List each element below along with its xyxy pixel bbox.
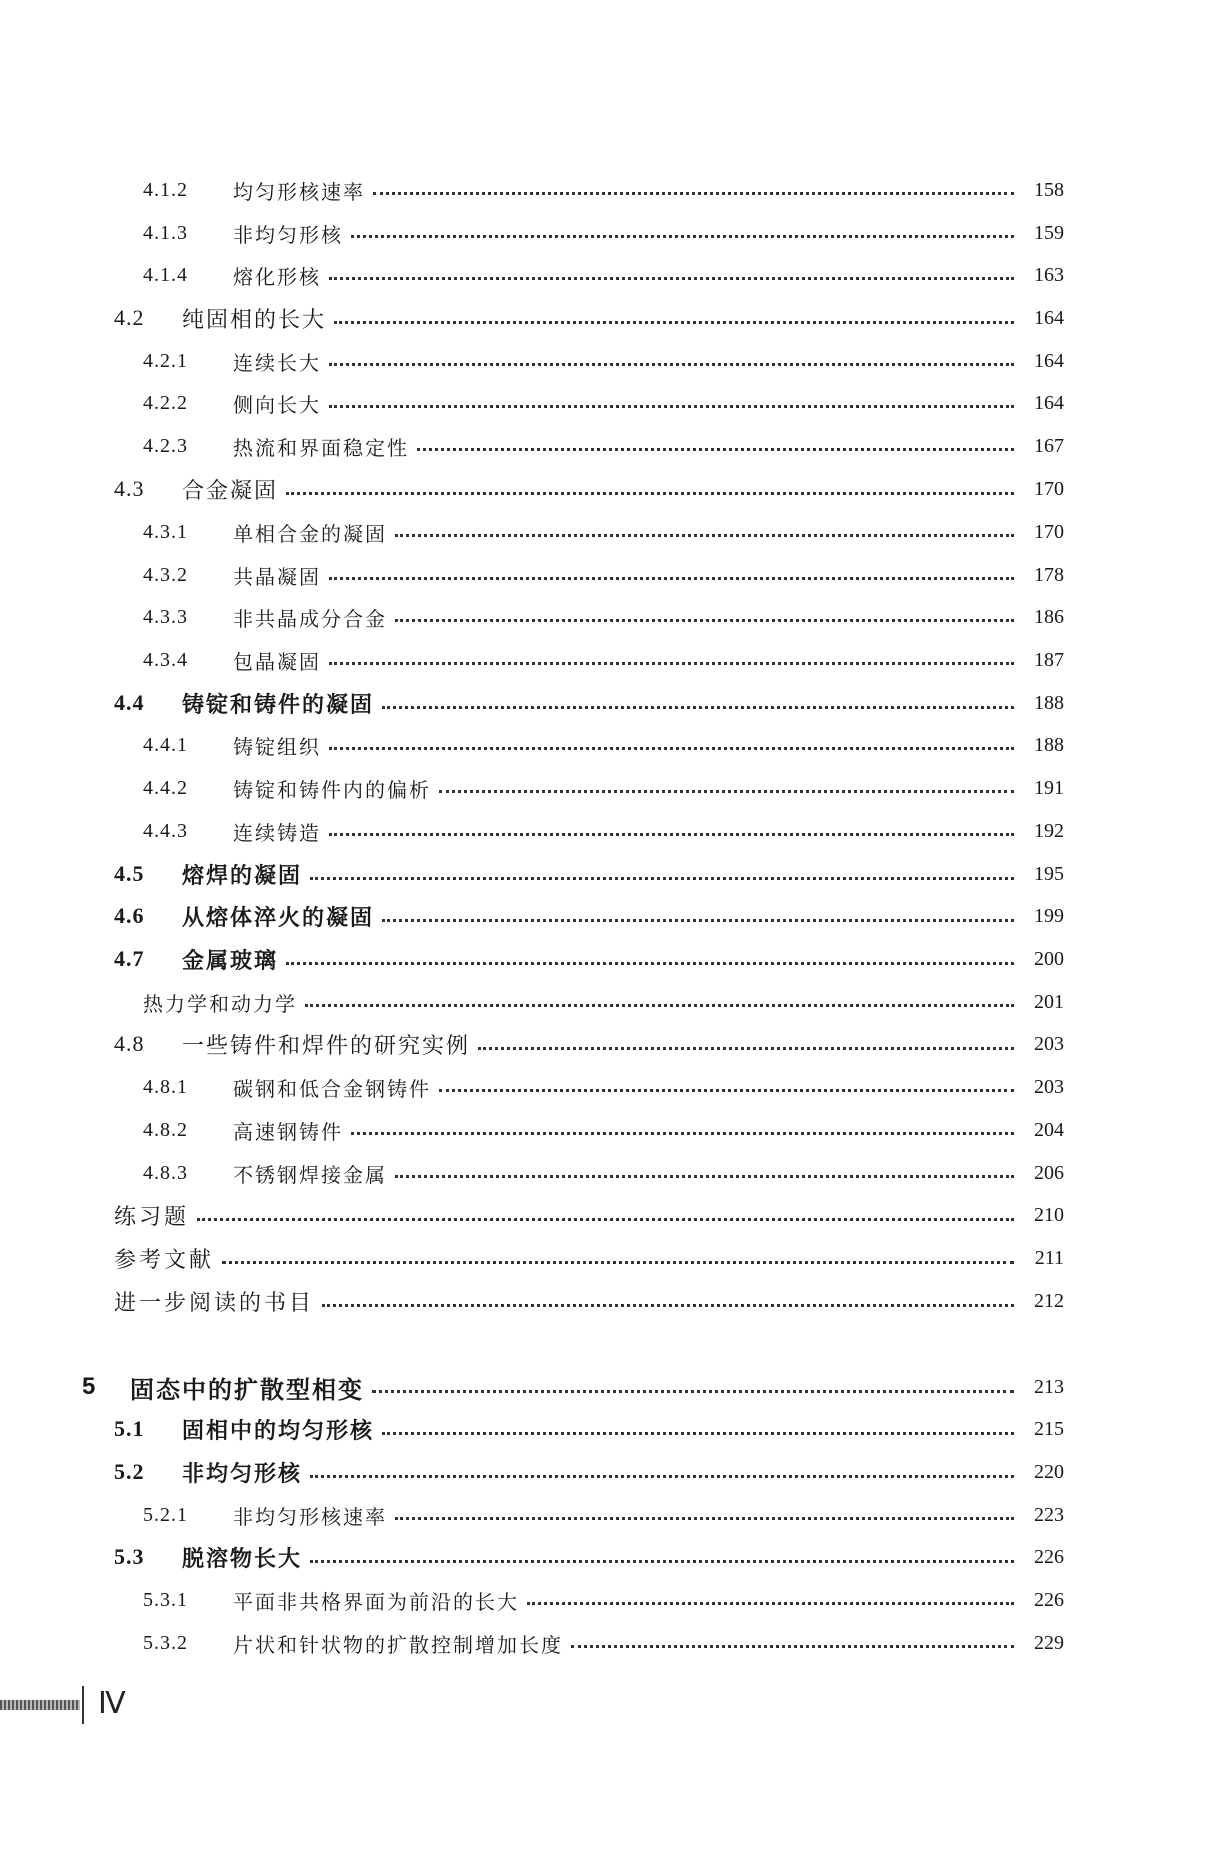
toc-entry-4-4-2 (143, 769, 1064, 807)
section-number: 4.6 (114, 903, 145, 928)
page-number: 226 (1034, 1545, 1064, 1568)
page-number: 192 (1034, 819, 1064, 842)
section-number: 5.3.1 (143, 1588, 188, 1611)
page-number: 170 (1034, 477, 1064, 500)
section-title: 单相合金的凝固 (233, 521, 387, 546)
page-number: 163 (1034, 263, 1064, 286)
toc-entry-4-5 (114, 855, 1064, 893)
page-number: 178 (1034, 563, 1064, 586)
toc-entry-4-4-3 (143, 812, 1064, 850)
section-title: 不锈钢焊接金属 (233, 1162, 387, 1187)
section-title: 铸锭组织 (233, 734, 321, 759)
section-title: 热流和界面稳定性 (233, 435, 409, 460)
page-number: 195 (1034, 862, 1064, 885)
section-number: 4.2 (114, 305, 145, 330)
toc-entry-4-4-1 (143, 726, 1064, 764)
leader-dots (310, 1546, 1014, 1568)
section-number: 4.7 (114, 946, 145, 971)
footer-decorative-bar (0, 1700, 80, 1710)
page-number: 203 (1034, 1032, 1064, 1055)
section-title: 平面非共格界面为前沿的长大 (233, 1589, 519, 1614)
leader-dots (439, 1077, 1014, 1097)
section-number: 4.3.3 (143, 605, 188, 628)
page-number: 210 (1034, 1203, 1064, 1226)
page-number: 215 (1034, 1417, 1064, 1440)
page-number: 159 (1034, 221, 1064, 244)
leader-dots (351, 1120, 1014, 1140)
toc-entry-5-2 (114, 1453, 1064, 1491)
section-title: 铸锭和铸件的凝固 (182, 691, 375, 718)
leader-dots (322, 1290, 1014, 1312)
section-number: 4.4.1 (143, 733, 188, 756)
page-number: 164 (1034, 306, 1064, 329)
leader-dots (382, 1418, 1014, 1440)
toc-entry-4-3-4 (143, 641, 1064, 679)
section-title: 非共晶成分合金 (233, 606, 387, 631)
page-number: 164 (1034, 349, 1064, 372)
section-title: 纯固相的长大 (182, 307, 327, 333)
section-title: 从熔体淬火的凝固 (182, 904, 375, 931)
section-number: 4.1.3 (143, 221, 188, 244)
leader-dots (395, 1505, 1014, 1525)
section-number: 4.4.3 (143, 819, 188, 842)
section-title: 固相中的均匀形核 (182, 1417, 375, 1444)
page-number: 206 (1034, 1161, 1064, 1184)
toc-entry-4-3-3 (143, 598, 1064, 636)
section-number: 4.8 (114, 1031, 145, 1056)
toc-entry-5-3-2 (143, 1624, 1064, 1662)
section-title: 铸锭和铸件内的偏析 (233, 777, 431, 802)
leader-dots (329, 351, 1014, 371)
page-number: 201 (1034, 990, 1064, 1013)
toc-entry-4-2 (114, 299, 1064, 337)
section-title: 侧向长大 (233, 392, 321, 417)
leader-dots (329, 735, 1014, 755)
section-number: 4.2.2 (143, 391, 188, 414)
page-number: 186 (1034, 605, 1064, 628)
section-number: 4.3.4 (143, 648, 188, 671)
leader-dots (310, 1461, 1014, 1483)
section-number: 4.3 (114, 476, 145, 501)
leader-dots (329, 650, 1014, 670)
page-number: 204 (1034, 1118, 1064, 1141)
leader-dots (439, 778, 1014, 798)
toc-chapter-5 (82, 1368, 1064, 1406)
section-title: 参考文献 (114, 1247, 215, 1273)
toc-entry-4-8-1 (143, 1068, 1064, 1106)
page-number: 158 (1034, 178, 1064, 201)
section-title: 非均匀形核 (233, 222, 343, 247)
page-number: 211 (1034, 1246, 1064, 1269)
leader-dots (197, 1204, 1014, 1226)
section-title: 合金凝固 (182, 478, 279, 504)
leader-dots (373, 180, 1014, 200)
leader-dots (478, 1033, 1014, 1055)
leader-dots (382, 905, 1014, 927)
section-number: 4.5 (114, 861, 145, 886)
toc-entry-exercises (114, 1196, 1064, 1234)
page-number: 187 (1034, 648, 1064, 671)
toc-entry-4-3-2 (143, 556, 1064, 594)
leader-dots (382, 692, 1014, 714)
chapter-title: 固态中的扩散型相变 (130, 1374, 364, 1404)
leader-dots (372, 1375, 1014, 1399)
toc-entry-5-3-1 (143, 1581, 1064, 1619)
section-number: 4.1.4 (143, 263, 188, 286)
leader-dots (334, 307, 1014, 329)
page-number: 223 (1034, 1503, 1064, 1526)
page-number: 170 (1034, 520, 1064, 543)
section-number: 5.3.2 (143, 1631, 188, 1654)
toc-entry-4-1-3 (143, 214, 1064, 252)
page-number: 188 (1034, 733, 1064, 756)
section-title: 金属玻璃 (182, 947, 279, 974)
leader-dots (527, 1590, 1014, 1610)
section-title: 片状和针状物的扩散控制增加长度 (233, 1632, 563, 1657)
leader-dots (286, 948, 1014, 970)
section-number: 4.4.2 (143, 776, 188, 799)
leader-dots (329, 565, 1014, 585)
section-number: 5.3 (114, 1544, 145, 1569)
page-number: 188 (1034, 691, 1064, 714)
section-title: 熔化形核 (233, 264, 321, 289)
leader-dots (417, 436, 1014, 456)
section-title: 共晶凝固 (233, 564, 321, 589)
toc-entry-5-2-1 (143, 1496, 1064, 1534)
leader-dots (395, 522, 1014, 542)
section-title: 高速钢铸件 (233, 1119, 343, 1144)
leader-dots (310, 863, 1014, 885)
section-number: 4.8.3 (143, 1161, 188, 1184)
leader-dots (329, 393, 1014, 413)
section-title: 碳钢和低合金钢铸件 (233, 1076, 431, 1101)
toc-entry-thermodynamics (143, 983, 1064, 1021)
leader-dots (329, 265, 1014, 285)
chapter-number: 5 (82, 1373, 96, 1400)
section-title: 一些铸件和焊件的研究实例 (182, 1033, 471, 1059)
section-title: 连续长大 (233, 350, 321, 375)
page-number: 164 (1034, 391, 1064, 414)
toc-entry-4-2-2 (143, 384, 1064, 422)
toc-entry-5-3 (114, 1538, 1064, 1576)
section-number: 4.2.1 (143, 349, 188, 372)
toc-entry-4-6 (114, 897, 1064, 935)
toc-entry-4-8-2 (143, 1111, 1064, 1149)
page-number: 213 (1034, 1375, 1064, 1398)
leader-dots (395, 1163, 1014, 1183)
page-number: 212 (1034, 1289, 1064, 1312)
toc-entry-5-1 (114, 1410, 1064, 1448)
leader-dots (351, 223, 1014, 243)
toc-entry-4-1-4 (143, 256, 1064, 294)
section-title: 连续铸造 (233, 820, 321, 845)
page-number: 199 (1034, 904, 1064, 927)
page-number: 203 (1034, 1075, 1064, 1098)
page-number: 191 (1034, 776, 1064, 799)
toc-entry-4-2-3 (143, 427, 1064, 465)
toc-entry-4-2-1 (143, 342, 1064, 380)
section-title: 非均匀形核 (182, 1460, 303, 1487)
leader-dots (305, 992, 1014, 1012)
leader-dots (222, 1247, 1014, 1269)
toc-entry-4-1-2 (143, 171, 1064, 209)
section-number: 4.8.1 (143, 1075, 188, 1098)
page-number: 200 (1034, 947, 1064, 970)
toc-entry-4-3 (114, 470, 1064, 508)
footer-divider (82, 1686, 84, 1724)
toc-entry-4-3-1 (143, 513, 1064, 551)
toc-entry-4-8 (114, 1025, 1064, 1063)
section-title: 热力学和动力学 (143, 991, 297, 1016)
section-title: 非均匀形核速率 (233, 1504, 387, 1529)
section-title: 进一步阅读的书目 (114, 1290, 315, 1316)
leader-dots (571, 1633, 1014, 1653)
toc-entry-references (114, 1239, 1064, 1277)
leader-dots (395, 607, 1014, 627)
leader-dots (286, 478, 1014, 500)
section-title: 练习题 (114, 1204, 190, 1230)
section-number: 5.2.1 (143, 1503, 188, 1526)
leader-dots (329, 821, 1014, 841)
section-number: 4.3.1 (143, 520, 188, 543)
section-title: 均匀形核速率 (233, 179, 365, 204)
section-number: 4.3.2 (143, 563, 188, 586)
section-number: 4.1.2 (143, 178, 188, 201)
section-title: 熔焊的凝固 (182, 862, 303, 889)
page-number: 167 (1034, 434, 1064, 457)
section-number: 5.2 (114, 1459, 145, 1484)
toc-entry-4-7 (114, 940, 1064, 978)
section-number: 4.2.3 (143, 434, 188, 457)
section-number: 4.8.2 (143, 1118, 188, 1141)
section-title: 脱溶物长大 (182, 1545, 303, 1572)
page-number: 229 (1034, 1631, 1064, 1654)
footer-page-number: Ⅳ (98, 1687, 125, 1720)
page-number: 220 (1034, 1460, 1064, 1483)
section-number: 5.1 (114, 1416, 145, 1441)
toc-entry-4-8-3 (143, 1154, 1064, 1192)
section-title: 包晶凝固 (233, 649, 321, 674)
section-number: 4.4 (114, 690, 145, 715)
toc-entry-4-4 (114, 684, 1064, 722)
page-number: 226 (1034, 1588, 1064, 1611)
toc-entry-further-reading (114, 1282, 1064, 1320)
